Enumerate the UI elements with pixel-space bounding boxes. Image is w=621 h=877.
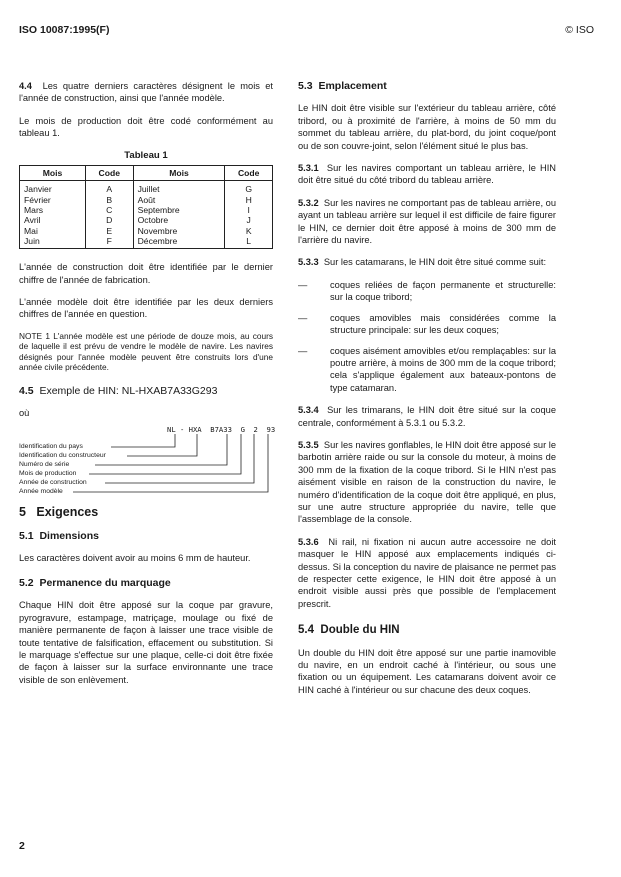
page-number: 2 [19, 840, 25, 852]
clause-text: Sur les catamarans, le HIN doit être situé comme suit: [323, 257, 547, 268]
table-cell: Octobre [133, 215, 225, 225]
clause-text: Double du HIN [320, 624, 400, 637]
diagram-leader-lines [19, 424, 276, 500]
paragraph-5-3-6 [298, 536, 556, 610]
clause-text: Permanence du marquage [39, 576, 171, 589]
clause-text: Sur les navires ne comportant pas de tableau arrière, ou ayant un tableau arrière sur lequel il est difficile de faire figurer le HIN, ce dernier doit être apposé à moins de 300 mm de l'arrière du navire. [298, 197, 556, 246]
table-cell: Février [20, 195, 86, 205]
clause-text: Les quatre derniers caractères désignent le mois et l'année de construction, ainsi que l'année modèle. [19, 81, 274, 104]
table-cell: E [85, 226, 133, 236]
paragraph-5-3-4 [298, 404, 556, 429]
diagram-label: Année de construction [19, 478, 87, 486]
table-cell: A [85, 181, 133, 195]
table-cell: D [85, 215, 133, 225]
right-column [298, 80, 556, 706]
clause-text: Ni rail, ni fixation ni aucun autre accessoire ne doit masquer le HIN apposé aux emplacements indiqués ci-dessus. Si la conception du navire de plaisance ne permet pas de respecter cette exigence, le HIN doit être apposé à un endroit visible aussi près que possible de l'emplacement prescrit. [298, 536, 556, 609]
table-cell: Juin [20, 236, 86, 249]
hin-diagram [19, 424, 276, 495]
table-cell: I [225, 205, 273, 215]
list-item-text: coques amovibles mais considérées comme la structure principale: sur les deux coques; [330, 312, 556, 336]
clause-number: 5.3.6 [298, 536, 319, 547]
ou-word: où [19, 408, 30, 419]
paragraph-annee-construction: L'année de construction doit être identifiée par le dernier chiffre de l'année de fabrication. [19, 262, 273, 285]
table-cell: K [225, 226, 273, 236]
paragraph-5-3-5 [298, 439, 556, 526]
diagram-label: Mois de production [19, 469, 77, 477]
diagram-label: Année modèle [19, 487, 63, 495]
left-column [19, 80, 276, 696]
table-cell: Septembre [133, 205, 225, 215]
table-cell: B [85, 195, 133, 205]
table-header-cell: Code [85, 166, 133, 181]
paragraph-5-3: Le HIN doit être visible sur l'extérieur du tableau arrière, côté tribord, ou à proximité de l'arrière, à moins de 50 mm du sommet du tableau arrière, du plat-bord, du joint coque/pont ou de son couvre-joint, selon l'élément situé le plus bas. [298, 103, 556, 151]
table-cell: Janvier [20, 181, 86, 195]
heading-4-5 [19, 385, 273, 397]
diagram-label: Identification du constructeur [19, 451, 106, 459]
table-cell: G [225, 181, 273, 195]
clause-text: Emplacement [318, 80, 387, 92]
clause-text: Exigences [36, 504, 99, 519]
clause-number: 5.2 [19, 576, 34, 589]
table-row [20, 195, 273, 205]
table-row [20, 226, 273, 236]
clause-number: 5.3.4 [298, 405, 319, 416]
paragraph-5-2: Chaque HIN doit être apposé sur la coque par gravure, pyrogravure, estampage, matriçage, moulage ou fixé de manière permanente de façon à laisser une trace visible de toute tentative de falsification, effacement ou substitution. Si le marquage s'effectue sur une plaque, celle-ci doit être fixée de façon à laisser sur la surface environnante une trace visible de son enlèvement. [19, 600, 273, 685]
dash-bullet: — [298, 345, 308, 356]
clause-text: Sur les trimarans, le HIN doit être situé sur la coque centrale, conformément à 5.3.1 ou 5.3.2. [298, 405, 556, 428]
note-1: NOTE 1 L'année modèle est une période de douze mois, au cours de laquelle il est prévu de vendre le modèle de navire. Les navires désignés pour l'année modèle peuvent être construits lors d'une année civile précédente. [19, 330, 273, 373]
heading-5-3 [298, 80, 556, 92]
table-cell: Juillet [133, 181, 225, 195]
diagram-label: Numéro de série [19, 460, 70, 468]
table-header-cell: Mois [133, 166, 225, 181]
table-cell: F [85, 236, 133, 249]
hin-code: NL - HXA B7A33 G 2 93 [167, 424, 276, 434]
table-cell: Mars [20, 205, 86, 215]
standard-reference: ISO 10087:1995(F) [19, 24, 110, 36]
catamaran-list [298, 279, 556, 394]
table-cell: Décembre [133, 236, 225, 249]
table-row [20, 181, 273, 195]
heading-5 [19, 506, 273, 518]
dash-bullet: — [298, 312, 308, 323]
clause-number: 4.5 [19, 384, 34, 397]
clause-number: 5.3.5 [298, 439, 319, 450]
clause-text: Sur les navires comportant un tableau arrière, le HIN doit être situé du côté tribord du tableau arrière. [298, 163, 557, 186]
clause-number: 4.4 [19, 81, 32, 91]
list-item-text: coques aisément amovibles et/ou remplaçables: sur la poutre arrière, à moins de 300 mm de la coque tribord; cela s'applique également aux bateaux-pontons de type catamaran. [330, 345, 556, 393]
table-header-cell: Mois [20, 166, 86, 181]
table-cell: H [225, 195, 273, 205]
table-row [20, 236, 273, 249]
table-cell: J [225, 215, 273, 225]
paragraph-5-3-1 [298, 162, 556, 187]
table-header-row [20, 166, 273, 181]
clause-text: Sur les navires gonflables, le HIN doit être apposé sur le barbotin arrière raide ou sur la console du moteur, à moins de 300 mm de la fixation de la coque tribord. Si le HIN n'est pas aisément visible en raison de la construction du navire, le numéro d'identification de la coque doit être appliqué, en plus, sur une autre structure appropriée du navire, telle que l'assemblage de la console. [298, 439, 556, 525]
clause-number: 5.3 [298, 80, 313, 92]
clause-number: 5 [19, 504, 26, 519]
copyright-mark: © ISO [565, 24, 594, 36]
dash-bullet: — [298, 279, 308, 290]
table-row [20, 215, 273, 225]
paragraph-4-4 [19, 80, 273, 105]
paragraph-5-3-3 [298, 256, 556, 268]
list-item-text: coques reliées de façon permanente et structurelle: sur la coque tribord; [330, 279, 556, 303]
clause-number: 5.3.2 [298, 197, 319, 208]
table-cell: Août [133, 195, 225, 205]
clause-number: 5.1 [19, 530, 34, 543]
list-item [298, 345, 556, 395]
clause-text: Dimensions [39, 530, 99, 543]
list-item [298, 279, 556, 304]
paragraph-5-3-2 [298, 197, 556, 247]
heading-5-4 [298, 624, 556, 636]
clause-text: Exemple de HIN: NL-HXAB7A33G293 [39, 384, 218, 397]
table-cell: L [225, 236, 273, 249]
table-cell: Novembre [133, 226, 225, 236]
paragraph-annee-modele: L'année modèle doit être identifiée par les deux derniers chiffres de l'année en question. [19, 297, 273, 320]
clause-number: 5.3.3 [298, 257, 319, 268]
diagram-label: Identification du pays [19, 442, 83, 450]
heading-5-1 [19, 530, 273, 542]
paragraph-5-1: Les caractères doivent avoir au moins 6 mm de hauteur. [19, 553, 251, 564]
heading-5-2 [19, 577, 273, 589]
paragraph-mois: Le mois de production doit être codé conformément au tableau 1. [19, 115, 273, 139]
table-caption: Tableau 1 [124, 149, 168, 161]
table-cell: C [85, 205, 133, 215]
clause-number: 5.4 [298, 624, 314, 637]
month-code-table [19, 165, 273, 249]
table-row [20, 205, 273, 215]
paragraph-5-4: Un double du HIN doit être apposé sur une partie inamovible du navire, en un endroit caché à l'intérieur, ou sous une fixation ou un équipement. Les catamarans doivent avoir ce HIN caché à l'intérieur ou sur chacune des deux coques. [298, 647, 556, 695]
table-header-cell: Code [225, 166, 273, 181]
clause-number: 5.3.1 [298, 163, 319, 174]
list-item [298, 312, 556, 337]
table-cell: Avril [20, 215, 86, 225]
table-cell: Mai [20, 226, 86, 236]
